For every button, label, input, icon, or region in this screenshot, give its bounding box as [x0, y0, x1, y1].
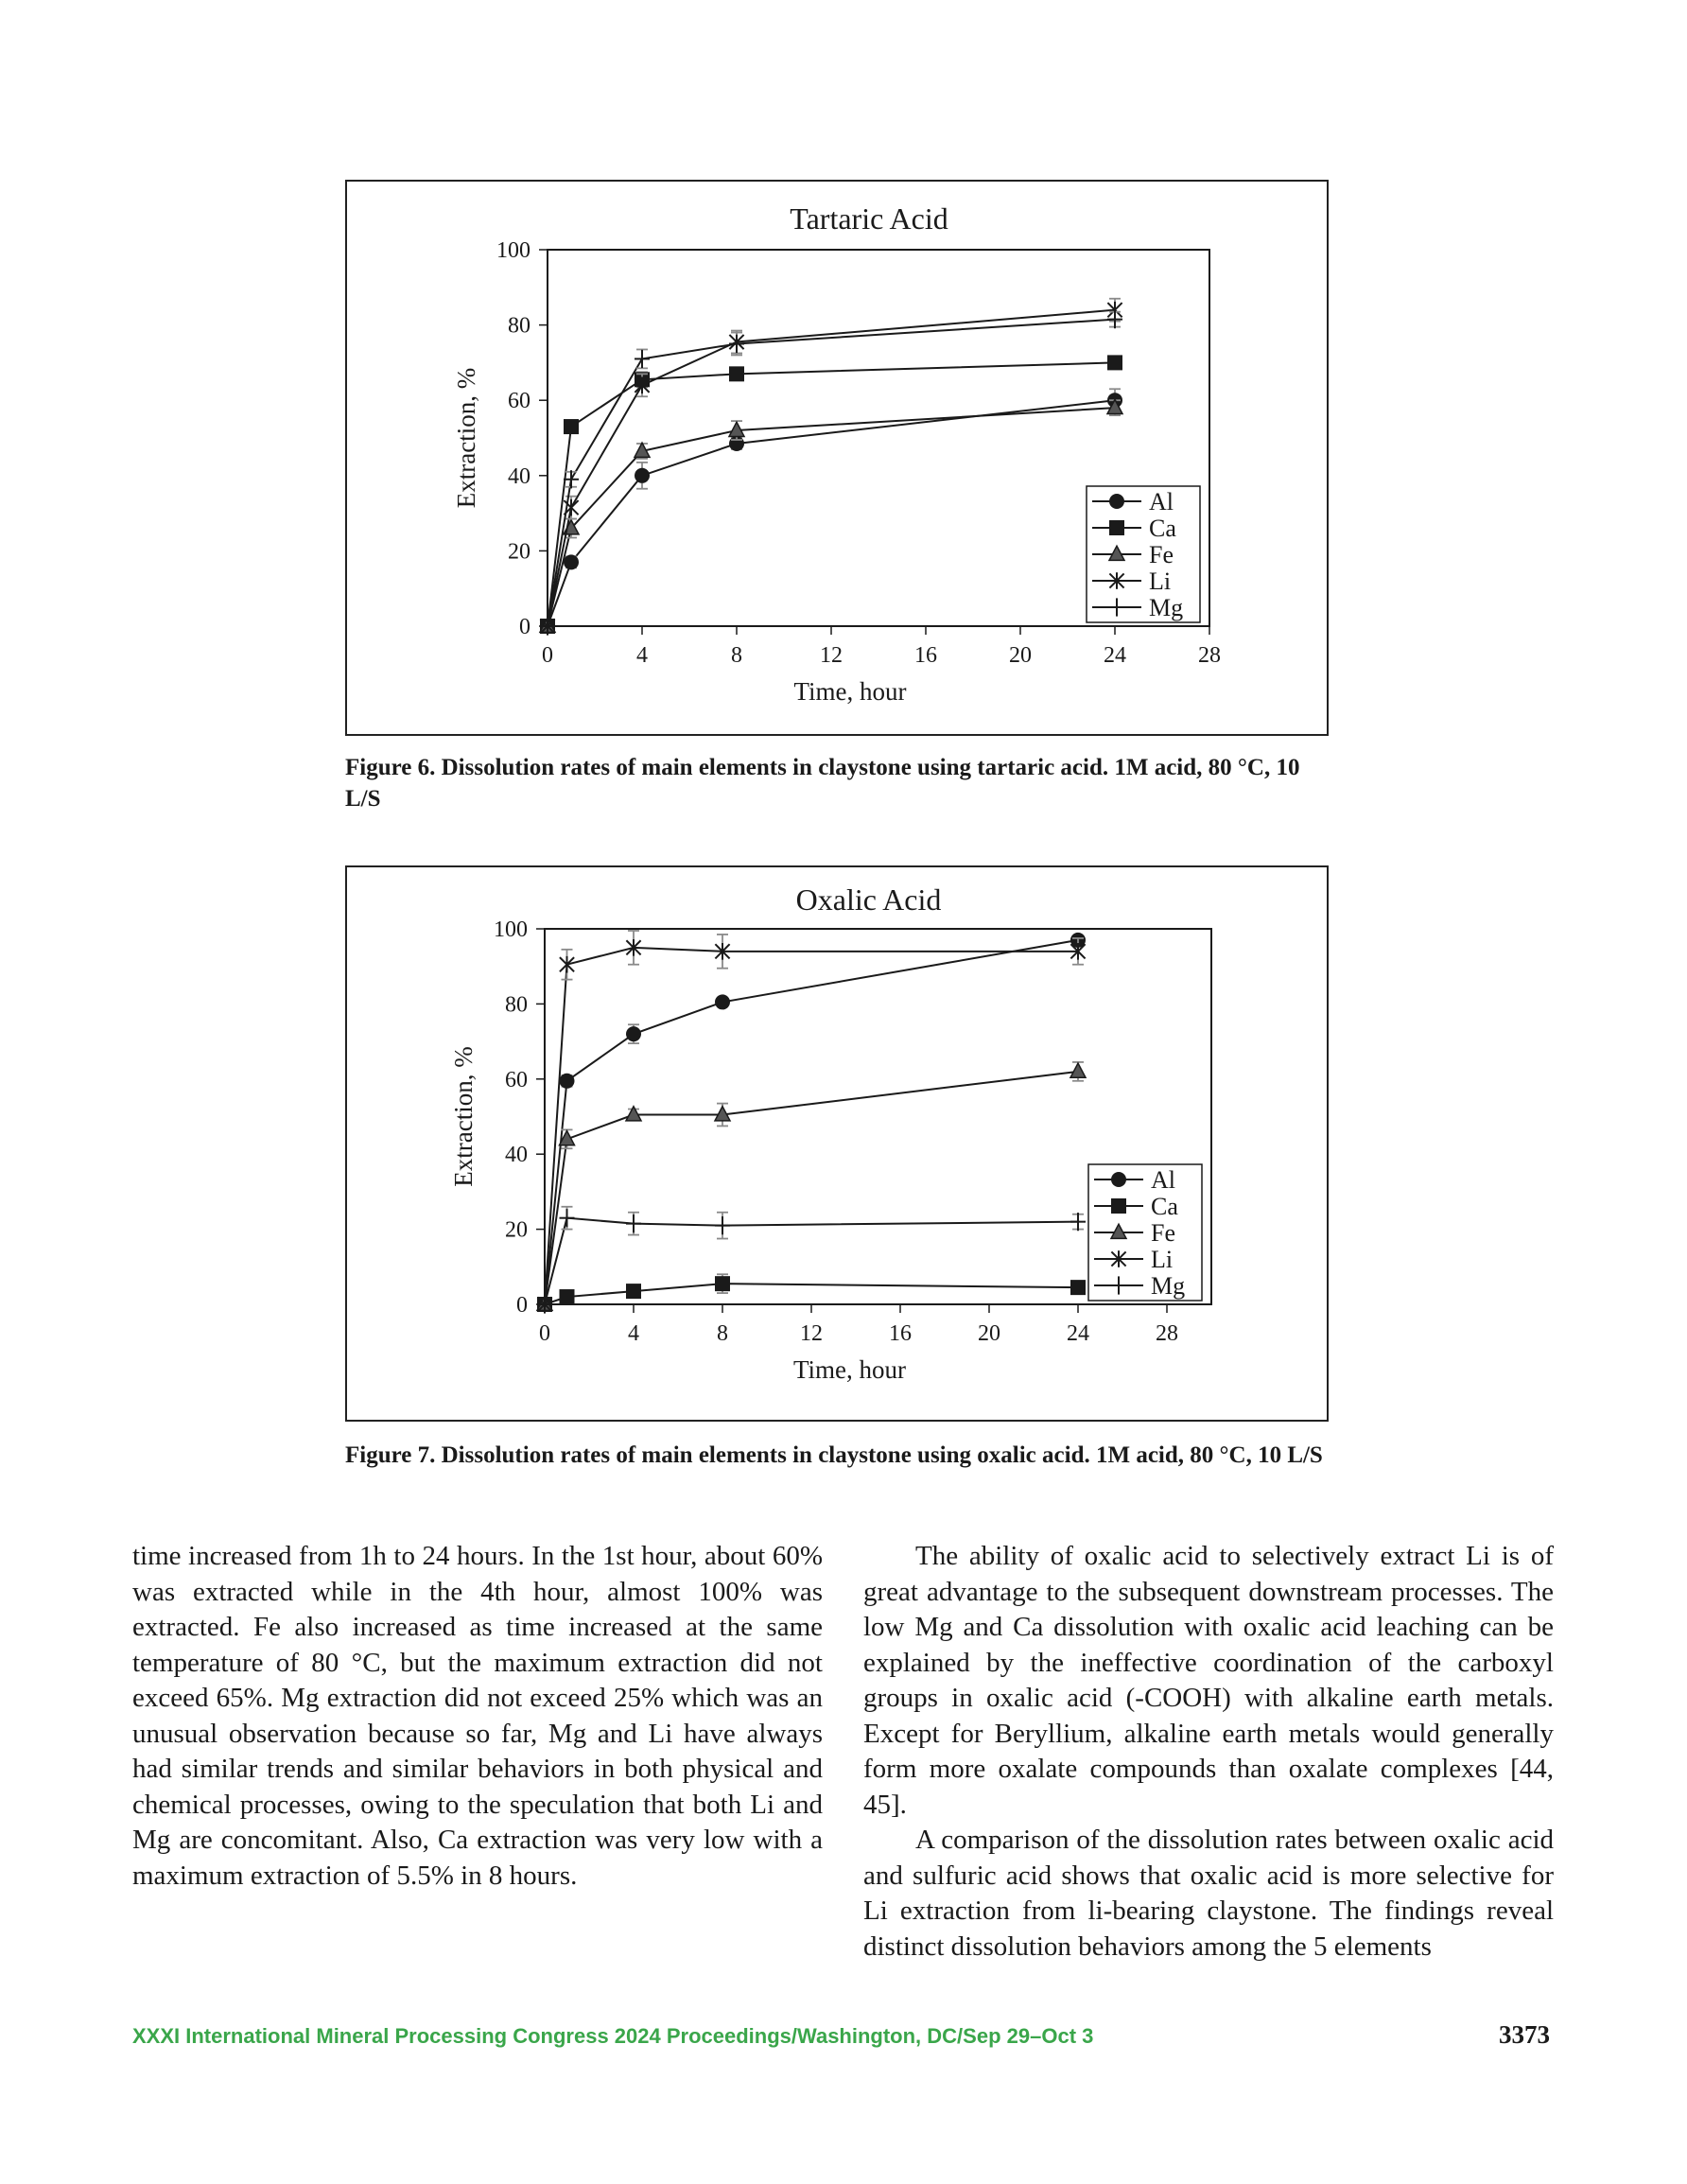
x-tick-label: 8 [731, 643, 742, 668]
footer-conference: XXXI International Mineral Processing Congress 2024 Proceedings/Washington, DC/Sep 29–Oct 3 [132, 2024, 1094, 2048]
x-tick-label: 20 [1009, 643, 1032, 668]
legend-label-ca: Ca [1151, 1193, 1178, 1220]
y-axis-label: Extraction, % [449, 1046, 478, 1187]
data-point-ca [560, 1289, 575, 1304]
page-number: 3373 [1499, 2020, 1550, 2049]
left-column [132, 1539, 823, 1894]
left-paragraph: time increased from 1h to 24 hours. In the 1st hour, about 60% was extracted while in the 4th hour, almost 100% was extracted. Fe also increased as time increased at the same temperature of 80 °C, but the maximum extraction did not exceed 65%. Mg extraction did not exceed 25% which was an unusual observation because so far, Mg and Li have always had similar trends and similar behaviors in both physical and chemical processes, owing to the speculation that both Li and Mg are concomitant. Also, Ca extraction was very low with a maximum extraction of 5.5% in 8 hours. [132, 1541, 823, 1891]
legend-label-li: Li [1149, 568, 1172, 595]
x-tick-label: 0 [539, 1321, 550, 1346]
y-tick-label: 80 [505, 992, 528, 1018]
legend-label-al: Al [1149, 488, 1174, 515]
series-line-li [545, 948, 1078, 1304]
data-point-ca [626, 1284, 641, 1299]
data-point-al [564, 554, 579, 569]
x-tick-label: 24 [1067, 1321, 1089, 1346]
figure-7-frame [345, 865, 1329, 1422]
figure-6-frame [345, 180, 1329, 736]
data-point-al [626, 1026, 641, 1041]
series-line-ca [545, 1284, 1078, 1304]
data-point-li [560, 956, 574, 973]
x-tick-label: 8 [717, 1321, 728, 1346]
data-point-fe [1070, 1063, 1086, 1077]
y-tick-label: 60 [505, 1067, 528, 1092]
y-axis-label: Extraction, % [452, 367, 480, 509]
data-point-al [715, 994, 730, 1009]
x-axis-label: Time, hour [792, 1355, 907, 1384]
legend-label-al: Al [1151, 1166, 1175, 1194]
y-tick-label: 40 [505, 1143, 528, 1168]
data-point-ca [1070, 1280, 1086, 1295]
data-point-al [635, 468, 650, 483]
legend-label-li: Li [1151, 1246, 1174, 1273]
y-tick-label: 0 [516, 1293, 528, 1318]
figure-7-caption: Figure 7. Dissolution rates of main elements in claystone using oxalic acid. 1M acid, 80 °C, 10 L/S [345, 1442, 1323, 1468]
y-tick-label: 80 [508, 313, 530, 339]
right-column [863, 1539, 1554, 1965]
data-point-ca [564, 419, 579, 434]
y-tick-label: 20 [505, 1217, 528, 1243]
data-point-mg [635, 350, 650, 368]
right-paragraph-1: The ability of oxalic acid to selectively extract Li is of great advantage to the subsequent downstream processes. The low Mg and Ca dissolution with oxalic acid leaching can be explained by the ineffective coordination of the carboxyl groups in oxalic acid (-COOH) with alkaline earth metals. Except for Beryllium, alkaline earth metals would generally form more oxalate compounds than oxalate complexes [44, 45]. [863, 1541, 1554, 1820]
data-point-mg [1070, 1213, 1086, 1231]
legend-label-fe: Fe [1151, 1219, 1175, 1247]
y-tick-label: 60 [508, 389, 530, 414]
chart-tartaric-acid [347, 182, 1326, 733]
y-tick-label: 40 [508, 463, 530, 489]
x-tick-label: 4 [628, 1321, 639, 1346]
x-tick-label: 12 [820, 643, 843, 668]
data-point-mg [560, 1209, 575, 1227]
x-tick-label: 4 [636, 643, 648, 668]
legend-label-ca: Ca [1149, 515, 1176, 542]
x-tick-label: 28 [1198, 643, 1221, 668]
series-line-fe [548, 408, 1115, 626]
data-point-mg [626, 1214, 641, 1232]
series-line-al [545, 940, 1078, 1304]
legend-label-mg: Mg [1151, 1272, 1186, 1300]
y-tick-label: 20 [508, 539, 530, 565]
y-tick-label: 100 [494, 917, 528, 942]
x-axis-label: Time, hour [793, 677, 907, 706]
legend-marker-ca [1109, 520, 1124, 535]
data-point-mg [1107, 310, 1122, 328]
x-tick-label: 16 [889, 1321, 912, 1346]
data-point-al [560, 1074, 575, 1089]
y-tick-label: 100 [496, 238, 530, 263]
chart-oxalic-acid [347, 867, 1326, 1419]
legend-marker-ca [1111, 1198, 1126, 1214]
x-tick-label: 12 [800, 1321, 823, 1346]
x-tick-label: 20 [978, 1321, 1000, 1346]
figure-6-caption: Figure 6. Dissolution rates of main elements in claystone using tartaric acid. 1M acid, 80 °C, 10 L/S [345, 755, 1300, 812]
chart-title: Tartaric Acid [790, 201, 948, 236]
data-point-mg [715, 1216, 730, 1234]
x-tick-label: 16 [914, 643, 937, 668]
legend-marker-al [1109, 494, 1124, 509]
legend-marker-al [1111, 1172, 1126, 1187]
series-line-li [548, 310, 1115, 626]
legend-label-mg: Mg [1149, 594, 1184, 621]
chart-title: Oxalic Acid [795, 882, 942, 917]
series-line-fe [545, 1072, 1078, 1304]
data-point-ca [729, 366, 744, 381]
legend-label-fe: Fe [1149, 541, 1174, 568]
x-tick-label: 0 [542, 643, 553, 668]
data-point-ca [715, 1276, 730, 1291]
x-tick-label: 24 [1104, 643, 1126, 668]
y-tick-label: 0 [519, 615, 530, 639]
series-line-al [548, 400, 1115, 626]
right-paragraph-2: A comparison of the dissolution rates between oxalic acid and sulfuric acid shows that oxalic acid is more selective for Li extraction from li-bearing claystone. The findings reveal distinct dissolution behaviors among the 5 elements [863, 1825, 1554, 1962]
x-tick-label: 28 [1156, 1321, 1178, 1346]
data-point-ca [1107, 355, 1122, 370]
